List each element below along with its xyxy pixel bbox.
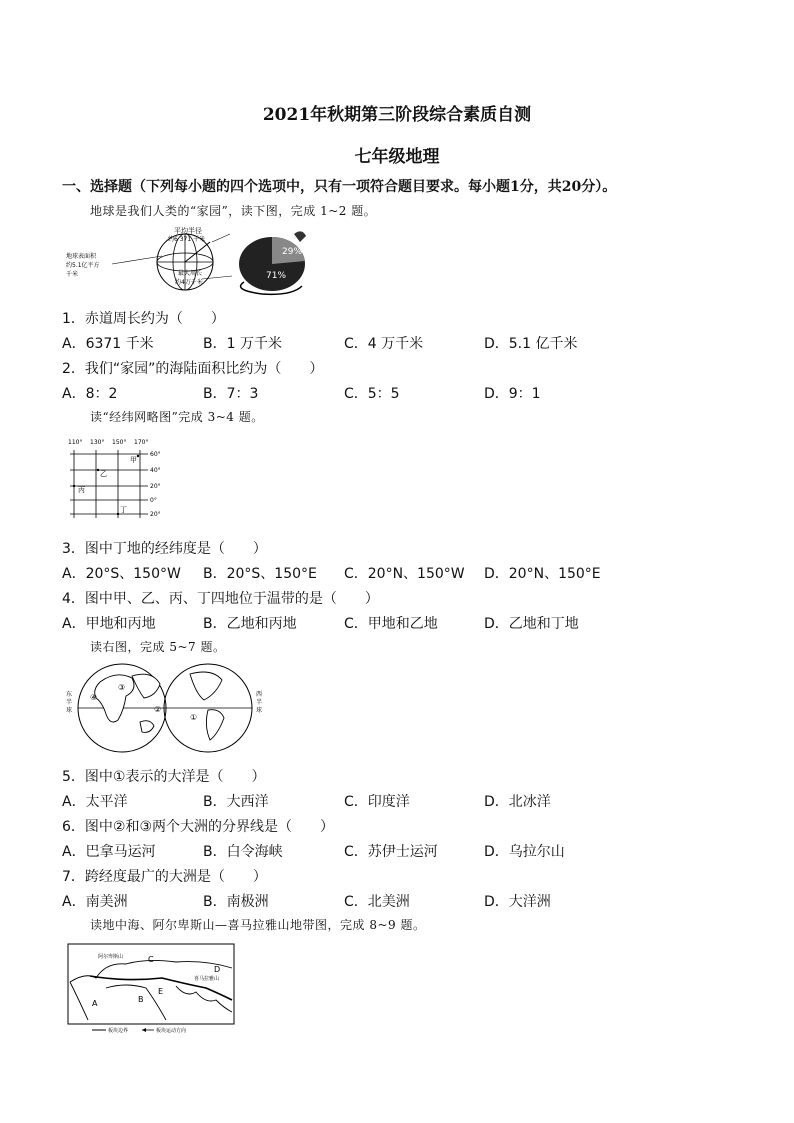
alps-label: 阿尔卑斯山 (98, 954, 124, 960)
lat-label-0: 0° (150, 497, 157, 504)
q6-option-b[interactable]: B．白令海峡 (203, 844, 283, 860)
hemispheres-map (64, 660, 268, 756)
lat-label-60: 60° (150, 451, 161, 458)
q3-option-c[interactable]: C．20°N、150°W (344, 566, 465, 582)
point-jia: 甲 (130, 456, 137, 464)
west-hemisphere-label-2: 半 (256, 699, 263, 706)
label-b: B (138, 995, 144, 1004)
q2-option-d[interactable]: D．9：1 (484, 386, 541, 402)
lon-label-110: 110° (68, 439, 83, 446)
question-4: 4．图中甲、乙、丙、丁四地位于温带的是（ ） (62, 591, 379, 607)
point-yi: 乙 (100, 470, 107, 478)
lon-label-150: 150° (112, 439, 127, 446)
q2-option-a[interactable]: A．8：2 (62, 386, 118, 402)
land-percent: 29% (282, 247, 303, 257)
intro-text: 地球是我们人类的“家园”，读下图，完成 1~2 题。 (90, 204, 377, 218)
q1-option-b[interactable]: B．1 万千米 (203, 336, 282, 352)
q3-option-a[interactable]: A．20°S、150°W (62, 566, 181, 582)
plate-boundary-map (66, 942, 238, 1034)
q7-option-a[interactable]: A．南美洲 (62, 894, 128, 910)
west-hemisphere-label-1: 西 (256, 691, 263, 698)
legend-boundary: 板块边界 (108, 1028, 129, 1034)
east-hemisphere-label-2: 半 (66, 699, 73, 706)
earth-figure (62, 224, 332, 298)
q6-option-d[interactable]: D．乌拉尔山 (484, 844, 565, 860)
question-2: 2．我们“家园”的海陆面积比约为（ ） (62, 361, 324, 377)
q1-option-a[interactable]: A．6371 千米 (62, 336, 154, 352)
marker-4: ④ (90, 693, 98, 702)
area-unit: 千米 (66, 271, 79, 278)
circumference-value: 约4万千米 (175, 279, 203, 286)
q7-option-b[interactable]: B．南极洲 (203, 894, 269, 910)
legend-motion: 板块运动方向 (156, 1028, 187, 1034)
q4-option-b[interactable]: B．乙地和丙地 (203, 616, 297, 632)
label-e: E (158, 987, 164, 996)
q6-option-a[interactable]: A．巴拿马运河 (62, 844, 156, 860)
q3-option-d[interactable]: D．20°N、150°E (484, 566, 601, 582)
question-3: 3．图中丁地的经纬度是（ ） (62, 541, 267, 557)
q5-option-c[interactable]: C．印度洋 (344, 794, 410, 810)
q4-option-d[interactable]: D．乙地和丁地 (484, 616, 579, 632)
question-7: 7．跨经度最广的大洲是（ ） (62, 869, 267, 885)
label-a: A (92, 999, 98, 1008)
east-hemisphere-label-1: 东 (66, 691, 73, 698)
area-label: 地球表面积 (66, 253, 97, 260)
west-hemisphere-label-3: 球 (256, 707, 263, 714)
land-ocean-pie (239, 231, 306, 294)
intro-text: 读右图，完成 5~7 题。 (90, 640, 226, 654)
marker-3: ③ (118, 683, 126, 692)
q5-option-d[interactable]: D．北冰洋 (484, 794, 551, 810)
page-subtitle: 七年级地理 (354, 147, 440, 167)
area-value: 约5.1亿平方 (66, 262, 100, 269)
question-6: 6．图中②和③两个大洲的分界线是（ ） (62, 819, 335, 835)
q1-option-d[interactable]: D．5.1 亿千米 (484, 336, 578, 352)
q4-option-c[interactable]: C．甲地和乙地 (344, 616, 438, 632)
intro-text: 读地中海、阿尔卑斯山—喜马拉雅山地带图，完成 8~9 题。 (90, 918, 426, 932)
lon-label-130: 130° (90, 439, 105, 446)
q7-option-d[interactable]: D．大洋洲 (484, 894, 551, 910)
marker-1: ① (190, 713, 198, 722)
lat-label-20s: 20° (150, 511, 161, 518)
label-c: C (148, 955, 154, 964)
q2-option-c[interactable]: C．5：5 (344, 386, 400, 402)
himalaya-label: 喜马拉雅山 (194, 976, 220, 982)
globe-diagram (66, 226, 232, 290)
lat-lon-grid (64, 434, 174, 524)
q6-option-c[interactable]: C．苏伊士运河 (344, 844, 438, 860)
q4-option-a[interactable]: A．甲地和丙地 (62, 616, 156, 632)
east-hemisphere-label-3: 球 (66, 707, 73, 714)
point-bing: 丙 (78, 486, 85, 494)
ocean-percent: 71% (266, 271, 287, 281)
q5-option-a[interactable]: A．太平洋 (62, 794, 128, 810)
q3-option-b[interactable]: B．20°S、150°E (203, 566, 317, 582)
point-ding: 丁 (120, 506, 127, 514)
radius-label: 平均半径 (174, 227, 202, 235)
q2-option-b[interactable]: B．7：3 (203, 386, 259, 402)
section-heading: 一、选择题（下列每小题的四个选项中，只有一项符合题目要求。每小题1分，共20分）。 (62, 179, 617, 195)
question-5: 5．图中①表示的大洋是（ ） (62, 769, 266, 785)
lat-label-40: 40° (150, 467, 161, 474)
label-d: D (214, 965, 221, 974)
circumference-label: 最大周长 (178, 270, 203, 277)
q1-option-c[interactable]: C．4 万千米 (344, 336, 424, 352)
q7-option-c[interactable]: C．北美洲 (344, 894, 410, 910)
q5-option-b[interactable]: B．大西洋 (203, 794, 269, 810)
marker-2: ② (154, 705, 162, 714)
lon-label-170: 170° (134, 439, 149, 446)
page-title: 2021年秋期第三阶段综合素质自测 (262, 105, 532, 125)
question-1: 1．赤道周长约为（ ） (62, 311, 225, 327)
lat-label-20: 20° (150, 483, 161, 490)
intro-text: 读“经纬网略图”完成 3~4 题。 (90, 410, 264, 424)
radius-value: 约6 371 千米 (168, 236, 206, 243)
